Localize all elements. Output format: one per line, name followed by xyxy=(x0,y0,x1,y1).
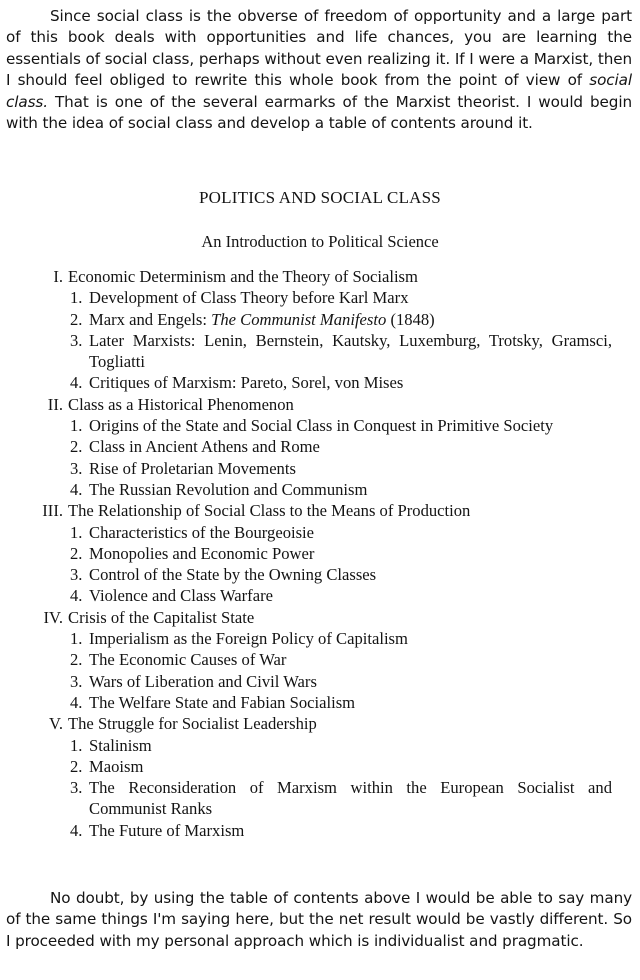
toc-item xyxy=(0,309,640,330)
item-number: 2. xyxy=(70,650,83,670)
section-title: The Relationship of Social Class to the Means of Production xyxy=(68,501,471,521)
section-heading xyxy=(0,394,640,415)
toc-item xyxy=(0,564,640,585)
toc-item xyxy=(0,287,640,308)
item-number: 4. xyxy=(70,373,83,393)
toc-item xyxy=(0,735,640,756)
item-number: 3. xyxy=(70,330,83,350)
item-number: 4. xyxy=(70,586,83,606)
section-title: Economic Determinism and the Theory of Socialism xyxy=(68,267,418,286)
item-text: Maoism xyxy=(89,756,144,776)
item-number: 2. xyxy=(70,543,83,563)
item-text: Wars of Liberation and Civil Wars xyxy=(89,671,317,691)
intro-text: Since social class is the obverse of freedom of opportunity and a large part of this book deals with opportunities and life chances, you are learning the essentials of social class, perhaps without even realizing it. If I were a Marxist, then I should feel obliged to rewrite this whole book from the point of view of xyxy=(6,7,632,90)
item-number: 1. xyxy=(70,522,83,542)
section-heading xyxy=(0,713,640,734)
toc-item xyxy=(0,436,640,457)
toc-item xyxy=(0,458,640,479)
section-heading xyxy=(0,500,640,521)
item-italic-title: The Communist Manifesto xyxy=(211,309,387,329)
item-number: 2. xyxy=(70,756,83,776)
section-title: Crisis of the Capitalist State xyxy=(68,607,255,627)
outro-text: No doubt, by using the table of contents above I would be able to say many of the same things I'm saying here, but the net result would be vastly different. So I proceeded with my personal approach which is individualist and pragmatic. xyxy=(6,889,632,950)
section-numeral: III. xyxy=(42,501,63,521)
toc-item xyxy=(0,777,640,820)
item-text: Monopolies and Economic Power xyxy=(89,543,315,563)
item-number: 4. xyxy=(70,479,83,499)
toc-item xyxy=(0,671,640,692)
section-numeral: I. xyxy=(53,267,63,286)
toc-item xyxy=(0,628,640,649)
item-text: Marx and Engels: xyxy=(89,309,212,329)
item-text: Violence and Class Warfare xyxy=(89,586,273,606)
item-number: 1. xyxy=(70,288,83,308)
item-text: Origins of the State and Social Class in Conquest in Primitive Society xyxy=(89,416,554,436)
item-number: 3. xyxy=(70,778,83,798)
section-numeral: IV. xyxy=(43,607,63,627)
item-number: 4. xyxy=(70,820,83,840)
item-text: The Economic Causes of War xyxy=(89,650,287,670)
toc-item xyxy=(0,756,640,777)
outro-paragraph xyxy=(6,888,632,952)
toc-item xyxy=(0,585,640,606)
table-of-contents xyxy=(0,266,640,841)
toc-item xyxy=(0,692,640,713)
toc-section-4 xyxy=(0,607,640,713)
item-text: Stalinism xyxy=(89,735,152,755)
item-text: The Russian Revolution and Communism xyxy=(89,479,368,499)
item-number: 3. xyxy=(70,671,83,691)
toc-section-3 xyxy=(0,500,640,606)
item-number: 1. xyxy=(70,416,83,436)
section-heading xyxy=(0,266,640,287)
item-number: 4. xyxy=(70,692,83,712)
item-number: 1. xyxy=(70,629,83,649)
toc-section-2 xyxy=(0,394,640,500)
section-title: The Struggle for Socialist Leadership xyxy=(68,714,317,734)
item-text: Characteristics of the Bourgeoisie xyxy=(89,522,315,542)
toc-title: POLITICS AND SOCIAL CLASS xyxy=(199,188,441,207)
section-numeral: II. xyxy=(47,394,63,414)
toc-item xyxy=(0,522,640,543)
intro-italic-term: social class. xyxy=(6,71,632,111)
item-text: Development of Class Theory before Karl Marx xyxy=(89,288,409,308)
toc-section-1 xyxy=(0,266,640,394)
toc-item xyxy=(0,415,640,436)
intro-paragraph xyxy=(6,6,632,134)
toc-section-5 xyxy=(0,713,640,841)
toc-subtitle: An Introduction to Political Science xyxy=(201,232,439,251)
toc-item xyxy=(0,330,640,373)
item-number: 1. xyxy=(70,735,83,755)
item-text: The Welfare State and Fabian Socialism xyxy=(89,692,356,712)
intro-text-end: That is one of the several earmarks of the Marxist theorist. I would begin with the idea of social class and develop a table of contents around it. xyxy=(6,92,632,133)
item-text: The Future of Marxism xyxy=(89,820,245,840)
item-number: 2. xyxy=(70,437,83,457)
item-text: The Reconsideration of Marxism within the European Socialist and Communist Ranks xyxy=(89,778,612,819)
section-title: Class as a Historical Phenomenon xyxy=(68,394,294,414)
item-text-suffix: (1848) xyxy=(386,309,435,329)
item-text: Critiques of Marxism: Pareto, Sorel, von Mises xyxy=(89,373,404,393)
item-text: Imperialism as the Foreign Policy of Capitalism xyxy=(89,629,408,649)
toc-item xyxy=(0,820,640,841)
item-text: Class in Ancient Athens and Rome xyxy=(89,437,320,457)
item-text: Later Marxists: Lenin, Bernstein, Kautsky, Luxemburg, Trotsky, Gramsci, Togliatti xyxy=(89,330,612,372)
item-text: Rise of Proletarian Movements xyxy=(89,458,296,478)
toc-item xyxy=(0,543,640,564)
item-number: 2. xyxy=(70,309,83,329)
toc-item xyxy=(0,372,640,393)
toc-item xyxy=(0,649,640,670)
item-number: 3. xyxy=(70,458,83,478)
item-text: Control of the State by the Owning Classes xyxy=(89,565,377,585)
section-numeral: V. xyxy=(49,714,63,734)
item-number: 3. xyxy=(70,565,83,585)
section-heading xyxy=(0,607,640,628)
toc-item xyxy=(0,479,640,500)
